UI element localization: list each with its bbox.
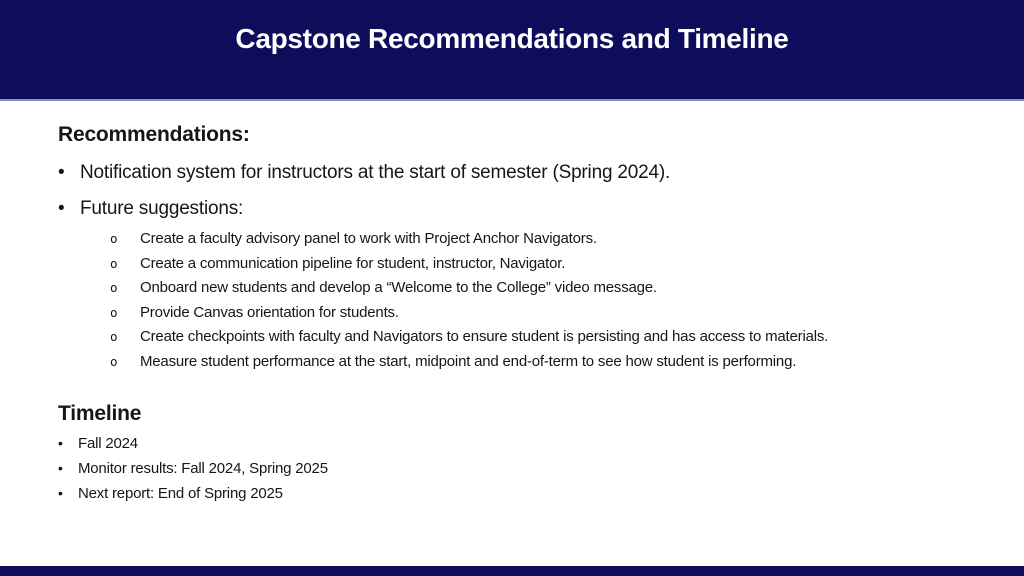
circle-bullet-icon: o — [110, 353, 118, 369]
list-item — [110, 278, 988, 297]
list-item — [110, 327, 988, 346]
bullet-icon: • — [58, 484, 63, 501]
bullet-text: Create checkpoints with faculty and Navigators to ensure student is persisting and has access to materials. — [140, 328, 829, 345]
slide-body — [58, 103, 988, 509]
circle-bullet-icon: o — [110, 280, 118, 295]
bullet-text: Create a communication pipeline for student, instructor, Navigator. — [140, 254, 566, 272]
bullet-text: Provide Canvas orientation for students. — [140, 303, 399, 321]
slide-title: Capstone Recommendations and Timeline — [235, 23, 789, 54]
recommendations-heading: Recommendations: — [58, 123, 250, 146]
bullet-text: Notification system for instructors at the start of semester (Spring 2024). — [80, 162, 671, 183]
bullet-text: Measure student performance at the start, midpoint and end-of-term to see how student is performing. — [140, 352, 797, 370]
circle-bullet-icon: o — [110, 231, 118, 246]
bullet-icon: • — [58, 459, 63, 476]
bullet-icon: • — [58, 162, 65, 183]
bullet-icon: • — [58, 434, 63, 451]
list-item — [58, 161, 988, 185]
timeline-list — [58, 434, 988, 503]
bullet-text: Future suggestions: — [80, 198, 244, 219]
bullet-icon: • — [58, 198, 65, 219]
circle-bullet-icon: o — [110, 255, 118, 271]
list-item — [110, 254, 988, 273]
bullet-text: Onboard new students and develop a “Welcome to the College” video message. — [140, 279, 657, 296]
timeline-heading: Timeline — [58, 401, 142, 425]
list-item — [110, 229, 988, 248]
list-item — [110, 303, 988, 322]
bullet-text: Monitor results: Fall 2024, Spring 2025 — [78, 459, 328, 477]
list-item — [58, 484, 988, 503]
list-item — [58, 459, 988, 478]
list-item — [110, 352, 988, 371]
list-item — [58, 197, 988, 221]
bullet-text: Create a faculty advisory panel to work with Project Anchor Navigators. — [140, 230, 597, 247]
bullet-text: Fall 2024 — [78, 434, 138, 452]
sub-bullet-list — [110, 229, 988, 371]
footer-band — [0, 566, 1024, 576]
bullet-text: Next report: End of Spring 2025 — [78, 484, 283, 502]
title-band — [0, 0, 1024, 101]
list-item — [58, 434, 988, 453]
circle-bullet-icon: o — [110, 304, 118, 320]
circle-bullet-icon: o — [110, 329, 118, 344]
